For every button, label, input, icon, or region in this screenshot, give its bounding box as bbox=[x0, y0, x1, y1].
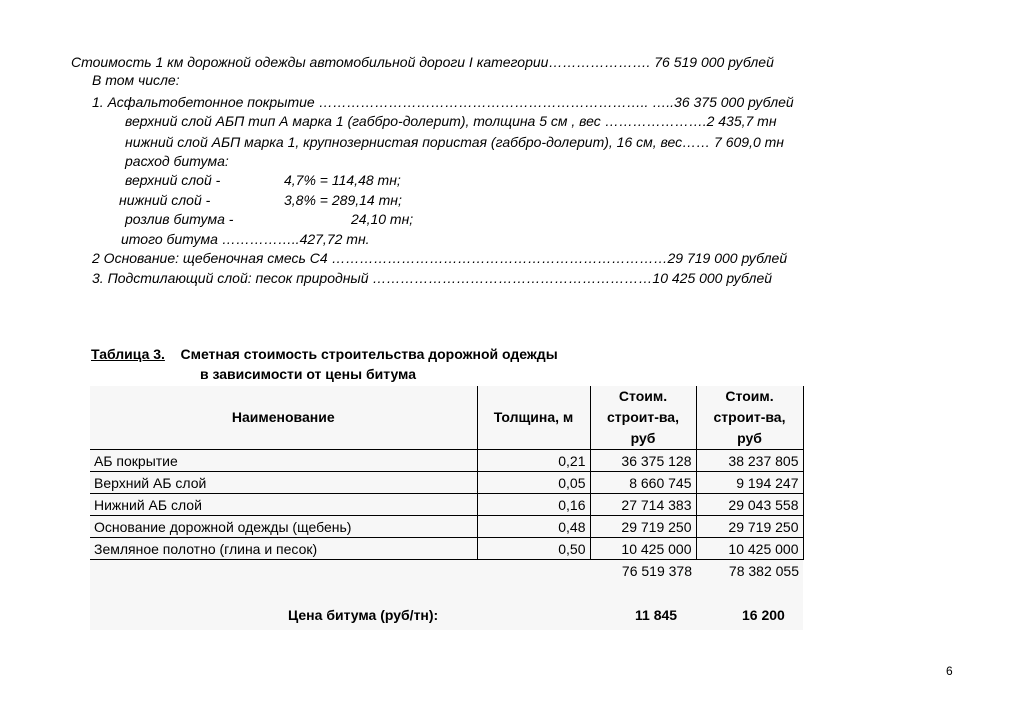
table-row bbox=[90, 516, 803, 538]
bitumen-lower-label: нижний слой - bbox=[119, 192, 211, 208]
row-cost-2: 29 719 250 bbox=[696, 516, 803, 538]
bitumen-upper-label: верхний слой - bbox=[125, 172, 221, 188]
bitumen-price-1: 11 845 bbox=[635, 607, 678, 623]
header-cost-2-line-1: Стоим. bbox=[725, 388, 774, 404]
row-cost-1: 10 425 000 bbox=[590, 538, 696, 560]
asphalt-cost-line: 1. Асфальтобетонное покрытие …………………………………………………………….. …..36 375 000 рублей bbox=[92, 94, 794, 110]
total-cost-1: 76 519 378 bbox=[621, 562, 692, 579]
bitumen-spray-value: 24,10 тн; bbox=[351, 211, 414, 227]
row-cost-2: 29 043 558 bbox=[696, 494, 803, 516]
row-name: Основание дорожной одежды (щебень) bbox=[90, 516, 477, 538]
row-name: Нижний АБ слой bbox=[90, 494, 477, 516]
row-thickness: 0,21 bbox=[477, 450, 590, 472]
row-cost-2: 10 425 000 bbox=[696, 538, 803, 560]
including-label: В том числе: bbox=[92, 72, 180, 88]
row-name: Верхний АБ слой bbox=[90, 472, 477, 494]
header-cost-2-line-2: строит-ва, bbox=[713, 409, 786, 425]
page-number: 6 bbox=[946, 664, 953, 678]
row-thickness: 0,05 bbox=[477, 472, 590, 494]
bitumen-price-2: 16 200 bbox=[742, 607, 785, 623]
row-cost-1: 27 714 383 bbox=[590, 494, 696, 516]
header-cost-2-line-3: руб bbox=[737, 430, 762, 446]
base-cost-line: 2 Основание: щебеночная смесь С4 ………………………………………………………………29 719 000 рублей bbox=[92, 250, 788, 266]
table-caption bbox=[91, 346, 558, 362]
table-row bbox=[90, 450, 803, 472]
header-cost-2 bbox=[696, 386, 803, 450]
totals-row bbox=[90, 560, 803, 582]
header-cost-1 bbox=[590, 386, 696, 450]
header-name: Наименование bbox=[90, 386, 477, 450]
bitumen-lower-value: 3,8% = 289,14 тн; bbox=[284, 192, 402, 208]
header-cost-1-line-2: строит-ва, bbox=[607, 409, 679, 425]
bitumen-consumption-label: расход битума: bbox=[125, 153, 229, 169]
table-caption-title-2: в зависимости от цены битума bbox=[200, 366, 417, 382]
total-cost-2: 78 382 055 bbox=[728, 562, 799, 579]
row-cost-2: 9 194 247 bbox=[696, 472, 803, 494]
header-thickness: Толщина, м bbox=[477, 386, 590, 450]
cost-table bbox=[90, 386, 804, 581]
table-row bbox=[90, 494, 803, 516]
row-cost-1: 8 660 745 bbox=[590, 472, 696, 494]
bitumen-total-line: итого битума ……………..427,72 тн. bbox=[121, 231, 370, 247]
totals-empty-1 bbox=[90, 560, 477, 582]
table-row bbox=[90, 472, 803, 494]
subbase-cost-line: 3. Подстилающий слой: песок природный ……………………………………………………10 425 000 рублей bbox=[92, 270, 773, 286]
row-thickness: 0,50 bbox=[477, 538, 590, 560]
table-row bbox=[90, 538, 803, 560]
row-thickness: 0,16 bbox=[477, 494, 590, 516]
header-cost-1-line-3: руб bbox=[630, 430, 656, 446]
table-caption-title: Сметная стоимость строительства дорожной одежды bbox=[180, 346, 558, 362]
bitumen-price-label: Цена битума (руб/тн): bbox=[288, 607, 439, 623]
bitumen-spray-label: розлив битума - bbox=[125, 211, 234, 227]
table-header-row bbox=[90, 386, 803, 450]
row-name: АБ покрытие bbox=[90, 450, 477, 472]
totals-empty-2 bbox=[477, 560, 590, 582]
bitumen-upper-value: 4,7% = 114,48 тн; bbox=[284, 172, 401, 188]
lower-layer-line: нижний слой АБП марка 1, крупнозернистая пористая (габбро-долерит), 16 см, вес…… 7 609,0 тн bbox=[125, 134, 784, 150]
row-thickness: 0,48 bbox=[477, 516, 590, 538]
row-cost-1: 29 719 250 bbox=[590, 516, 696, 538]
row-name: Земляное полотно (глина и песок) bbox=[90, 538, 477, 560]
row-cost-1: 36 375 128 bbox=[590, 450, 696, 472]
row-cost-2: 38 237 805 bbox=[696, 450, 803, 472]
header-cost-1-line-1: Стоим. bbox=[618, 388, 668, 404]
total-cost-line: Стоимость 1 км дорожной одежды автомобильной дороги I категории…………………. 76 519 000 рублей bbox=[71, 54, 774, 70]
upper-layer-line: верхний слой АБП тип А марка 1 (габбро-долерит), толщина 5 см , вес ………………….2 435,7 тн bbox=[125, 113, 777, 129]
table-caption-label: Таблица 3. bbox=[91, 346, 165, 362]
